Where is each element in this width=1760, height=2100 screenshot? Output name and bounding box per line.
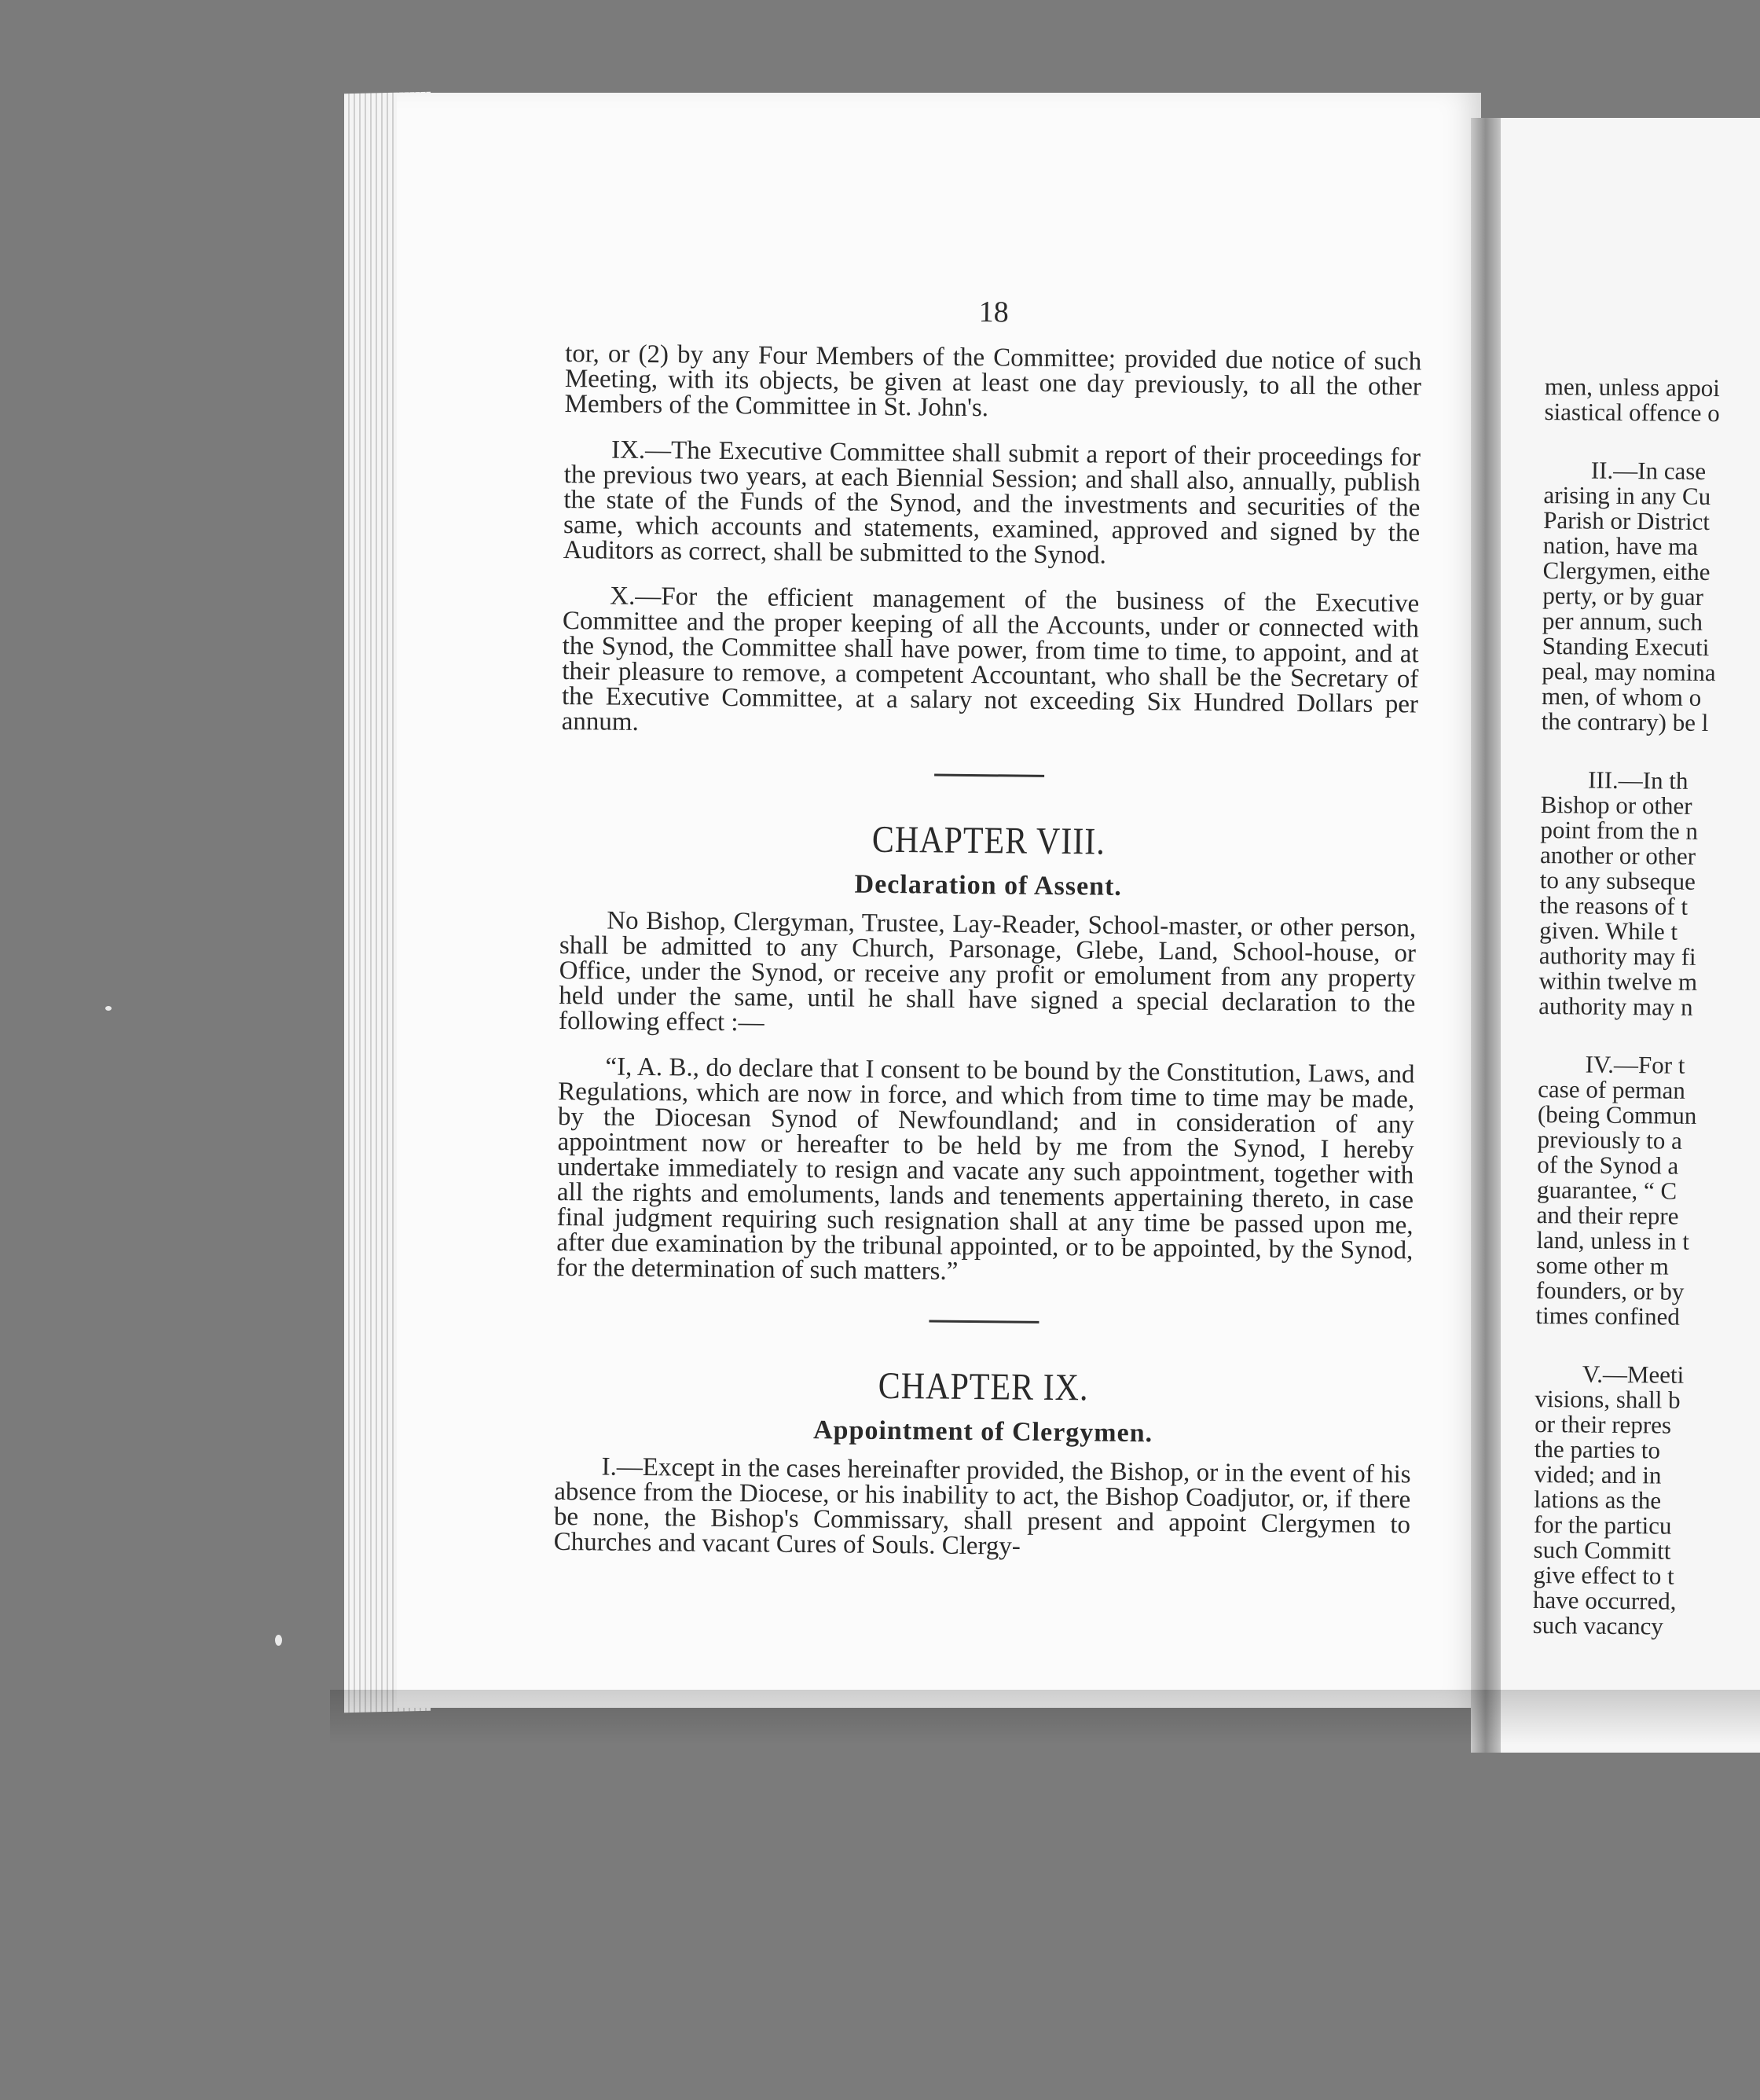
text-line: or their repres <box>1534 1409 1672 1439</box>
text-line: previously to a <box>1537 1125 1683 1155</box>
paragraph-gap <box>1535 1328 1760 1364</box>
text-line: Parish or District <box>1543 505 1710 536</box>
dust-speck <box>275 1635 282 1646</box>
paragraph-declaration: No Bishop, Clergyman, Trustee, Lay-Reader, School-master, or other person, shall be admitted to any Church, Parsonage, Glebe, Land, School-house, or Office, under the Synod, or receive any profit or emolument from any property held under the same, until he shall have signed a special declaration to the following effect :— <box>558 906 1417 1037</box>
text-line: II.—In case <box>1590 456 1707 485</box>
text-line: given. While t <box>1539 916 1678 945</box>
page-shadow <box>330 1690 1760 1745</box>
text-line: men, unless appoi <box>1544 373 1721 402</box>
chapter-subheading: Declaration of Assent. <box>854 869 1123 901</box>
section-divider <box>929 1320 1039 1323</box>
text-line: some other m <box>1535 1250 1670 1280</box>
paragraph-continuation: tor, or (2) by any Four Members of the Committee; provided due notice of such Meeting, with its objects, be given at least one day previously, to all the other Members of the Committee in St. John's. <box>564 339 1422 423</box>
text-line: the reasons of t <box>1539 890 1688 920</box>
text-line: land, unless in t <box>1536 1225 1690 1255</box>
text-line: siastical offence o <box>1544 397 1720 428</box>
text-line: point from the n <box>1540 815 1699 845</box>
text-line: Standing Executi <box>1542 631 1710 662</box>
text-line: case of perman <box>1538 1074 1686 1104</box>
text-line: vided; and in <box>1534 1459 1662 1489</box>
text-line: peal, may nomina <box>1542 656 1716 687</box>
text-line: of the Synod a <box>1537 1150 1679 1180</box>
dust-speck <box>105 1006 112 1011</box>
paragraph-ix: IX.—The Executive Committee shall submit a report of their proceedings for the previous two years, at each Biennial Session; and shall also, annually, publish the state of the Funds of the Synod, and the investments and securities of the same, which accounts and statements, examined, approved and signed by the Auditors as correct, shall be submitted to the Synod. <box>563 435 1421 570</box>
text-line: (being Commun <box>1537 1100 1697 1129</box>
paragraph-gap <box>1541 734 1760 769</box>
text-line: nation, have ma <box>1542 531 1699 560</box>
text-line: the parties to <box>1534 1434 1661 1464</box>
text-line: have occurred, <box>1532 1585 1677 1615</box>
right-page <box>1501 118 1760 1753</box>
paragraph-declaration-quote: “I, A. B., do declare that I consent to be bound by the Constitution, Laws, and Regulations, which are now in force, and which from time to time may be made, by the Diocesan Synod of Newfoundland; and in consideration of any appointment now or hereafter to be held by me from the Synod, I hereby undertake immediately to resign and vacate any such appointment, together with all the rights and emoluments, lands and tenements appertaining thereto, in case final judgment requiring such resignation shall at any time be passed upon me, after due examination by the tribunal appointed, or to be appointed, by the Synod, for the determination of such matters.” <box>556 1052 1415 1286</box>
text-line: III.—In th <box>1587 765 1688 795</box>
text-line: visions, shall b <box>1534 1384 1681 1414</box>
text-line: guarantee, “ C <box>1536 1175 1678 1205</box>
paragraph-appointment: I.—Except in the cases hereinafter provided, the Bishop, or in the event of his absence from the Diocese, or his inability to act, the Bishop Coadjutor, or, if there be none, the Bishop's Commissary, shall present and appoint Clergymen to Churches and vacant Cures of Souls. Clergy- <box>553 1452 1411 1561</box>
text-line: to any subseque <box>1539 865 1696 895</box>
text-line: and their repre <box>1536 1200 1679 1230</box>
book-gutter <box>1471 118 1504 1753</box>
chapter-subheading: Appointment of Clergymen. <box>812 1415 1153 1448</box>
text-line: arising in any Cu <box>1543 480 1711 511</box>
text-line: for the particu <box>1533 1510 1672 1540</box>
chapter-heading: CHAPTER VIII. <box>871 819 1106 864</box>
page-number: 18 <box>978 296 1009 329</box>
paragraph-x: X.—For the efficient management of the business of the Executive Committee and the proper keeping of all the Accounts, under or connected with the Synod, the Committee shall have power, from time to time, to appoint, and at their pleasure to remove, a competent Accountant, who shall be the Secretary of the Executive Committee, at a salary not exceeding Six Hundred Dollars per annum. <box>561 582 1420 736</box>
text-line: give effect to t <box>1533 1560 1674 1590</box>
left-page-text <box>553 291 1422 1583</box>
paragraph-gap <box>1538 1019 1760 1054</box>
text-line: men, of whom o <box>1541 681 1702 711</box>
text-line: Bishop or other <box>1540 790 1692 820</box>
text-line: Clergymen, eithe <box>1542 556 1710 586</box>
text-line: founders, or by <box>1535 1276 1685 1305</box>
right-page-text <box>1533 374 1760 1640</box>
section-divider <box>934 774 1044 777</box>
text-line: the contrary) be l <box>1541 707 1709 737</box>
text-line: V.—Meeti <box>1582 1360 1685 1389</box>
text-line: authority may fi <box>1538 941 1696 971</box>
text-line: within twelve m <box>1538 966 1698 996</box>
text-line: times confined <box>1535 1301 1681 1331</box>
chapter-heading: CHAPTER IX. <box>878 1365 1089 1409</box>
text-line: per annum, such <box>1542 606 1703 636</box>
text-line: authority may n <box>1538 991 1693 1021</box>
text-line: another or other <box>1539 840 1696 870</box>
text-line: IV.—For t <box>1585 1050 1685 1079</box>
text-line: perty, or by guar <box>1542 581 1704 611</box>
text-line: such Committ <box>1533 1535 1671 1565</box>
paragraph-gap <box>1544 424 1760 460</box>
text-line: such vacancy <box>1532 1610 1664 1640</box>
text-line: lations as the <box>1534 1485 1662 1514</box>
